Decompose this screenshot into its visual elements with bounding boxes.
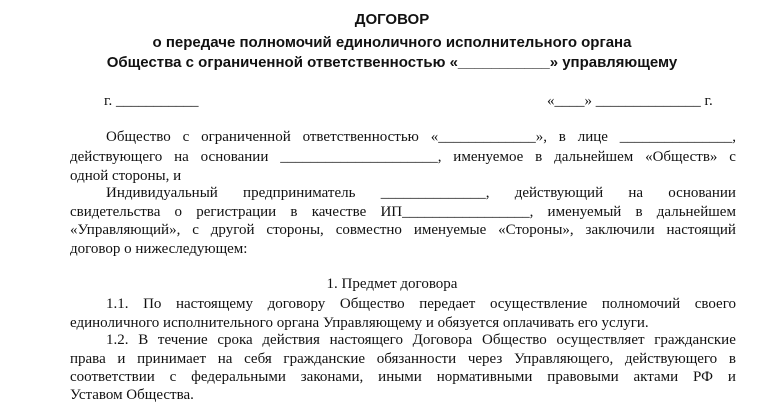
parties-line-5 bbox=[70, 202, 736, 222]
text-word: Общество bbox=[339, 296, 405, 312]
clause-1-1-line-2: единоличного исполнительного органа Управляющему и обязуется оплачивать его услуги. bbox=[70, 315, 649, 331]
text-word: принимает bbox=[137, 351, 207, 367]
text-word: Управляющего, bbox=[514, 351, 614, 367]
text-word: гражданские bbox=[654, 332, 736, 348]
text-word: с bbox=[192, 222, 199, 238]
text-word: договору bbox=[267, 296, 326, 312]
document-subtitle-line2: Общества с ограниченной ответственностью «___________» управляющему bbox=[106, 54, 678, 71]
text-word: Общество bbox=[106, 129, 171, 145]
text-word: качестве bbox=[311, 204, 367, 220]
text-word: в bbox=[535, 149, 543, 165]
text-word: гражданские bbox=[283, 351, 366, 367]
text-word: дальнейшем bbox=[656, 204, 736, 220]
text-word: в bbox=[728, 351, 736, 367]
text-word: ответственностью bbox=[302, 129, 419, 145]
clause-1-2-line-4: Уставом Общества. bbox=[70, 387, 194, 403]
text-word: с bbox=[169, 369, 177, 385]
text-word: действия bbox=[262, 332, 320, 348]
parties-line-7: договор о нижеследующем: bbox=[70, 241, 248, 257]
text-word: В bbox=[138, 332, 149, 348]
text-word: другой bbox=[210, 222, 255, 238]
text-word: через bbox=[467, 351, 503, 367]
text-word: с bbox=[182, 129, 190, 145]
text-word: РФ bbox=[693, 369, 713, 385]
text-word: в bbox=[290, 204, 298, 220]
parties-line-3: одной стороны, и bbox=[70, 168, 182, 184]
text-word: на bbox=[628, 185, 644, 201]
document-title: ДОГОВОР bbox=[354, 11, 430, 28]
text-word: «_____________», bbox=[430, 129, 547, 145]
text-word: соответствии bbox=[70, 369, 155, 385]
text-word: 1.1. bbox=[106, 296, 129, 312]
text-word: дальнейшем bbox=[554, 149, 634, 165]
date-field: «____» ______________ г. bbox=[547, 93, 713, 109]
parties-line-6 bbox=[70, 220, 736, 240]
text-word: По bbox=[143, 296, 162, 312]
text-word: ограниченной bbox=[201, 129, 291, 145]
text-word: иными bbox=[378, 369, 422, 385]
clause-1-1-line-1 bbox=[106, 294, 736, 314]
text-word: свидетельства bbox=[70, 204, 161, 220]
text-word: в bbox=[635, 204, 643, 220]
text-word: Общество bbox=[482, 332, 547, 348]
text-word: осуществление bbox=[489, 296, 588, 312]
text-word: _______________, bbox=[619, 129, 736, 145]
text-word: полномочий bbox=[601, 296, 681, 312]
text-word: передает bbox=[419, 296, 476, 312]
city-field: г. ___________ bbox=[104, 93, 199, 109]
text-word: в bbox=[558, 129, 566, 145]
text-word: 1.2. bbox=[106, 332, 129, 348]
text-word: «Управляющий», bbox=[70, 222, 181, 238]
text-word: срока bbox=[217, 332, 253, 348]
text-word: и bbox=[727, 369, 736, 385]
text-word: лице bbox=[577, 129, 608, 145]
text-word: «Обществ» bbox=[645, 149, 718, 165]
text-word: федеральными bbox=[191, 369, 286, 385]
text-word: права bbox=[70, 351, 106, 367]
text-word: и bbox=[117, 351, 126, 367]
text-word: действующего bbox=[70, 149, 163, 165]
section-heading: 1. Предмет договора bbox=[326, 276, 458, 292]
text-word: обязанности bbox=[376, 351, 457, 367]
text-word: «Стороны», bbox=[498, 222, 574, 238]
text-word: нормативными bbox=[436, 369, 533, 385]
text-word: Договора bbox=[412, 332, 473, 348]
text-word: о bbox=[174, 204, 183, 220]
text-word: ИП_________________, bbox=[380, 204, 534, 220]
text-word: действующего bbox=[624, 351, 718, 367]
text-word: на bbox=[174, 149, 189, 165]
text-word: осуществляет bbox=[556, 332, 645, 348]
text-word: предприниматель bbox=[243, 185, 356, 201]
text-word: стороны, bbox=[266, 222, 324, 238]
text-word: с bbox=[729, 149, 736, 165]
text-word: основании bbox=[668, 185, 736, 201]
text-word: совместно bbox=[335, 222, 402, 238]
text-word: настоящий bbox=[666, 222, 736, 238]
parties-line-1 bbox=[106, 127, 736, 147]
parties-line-4 bbox=[106, 183, 736, 203]
text-word: регистрации bbox=[196, 204, 277, 220]
text-word: течение bbox=[157, 332, 208, 348]
text-word: на bbox=[217, 351, 233, 367]
clause-1-2-line-2 bbox=[70, 349, 736, 369]
text-word: своего bbox=[694, 296, 736, 312]
text-word: Индивидуальный bbox=[106, 185, 218, 201]
text-word: именуемое bbox=[453, 149, 524, 165]
text-word: ______________, bbox=[380, 185, 490, 201]
document-subtitle-line1: о передаче полномочий единоличного исполнительного органа bbox=[152, 34, 632, 51]
clause-1-2-line-3 bbox=[70, 367, 736, 387]
text-word: актами bbox=[633, 369, 679, 385]
text-word: законами, bbox=[300, 369, 364, 385]
text-word: правовыми bbox=[547, 369, 619, 385]
text-word: настоящему bbox=[176, 296, 254, 312]
text-word: настоящего bbox=[329, 332, 403, 348]
text-word: именуемые bbox=[413, 222, 487, 238]
text-word: заключили bbox=[585, 222, 655, 238]
text-word: основании bbox=[200, 149, 269, 165]
parties-line-2 bbox=[70, 147, 736, 167]
text-word: себя bbox=[244, 351, 272, 367]
clause-1-2-line-1 bbox=[106, 330, 736, 350]
text-word: действующий bbox=[514, 185, 604, 201]
text-word: именуемый bbox=[547, 204, 622, 220]
text-word: _____________________, bbox=[280, 149, 442, 165]
